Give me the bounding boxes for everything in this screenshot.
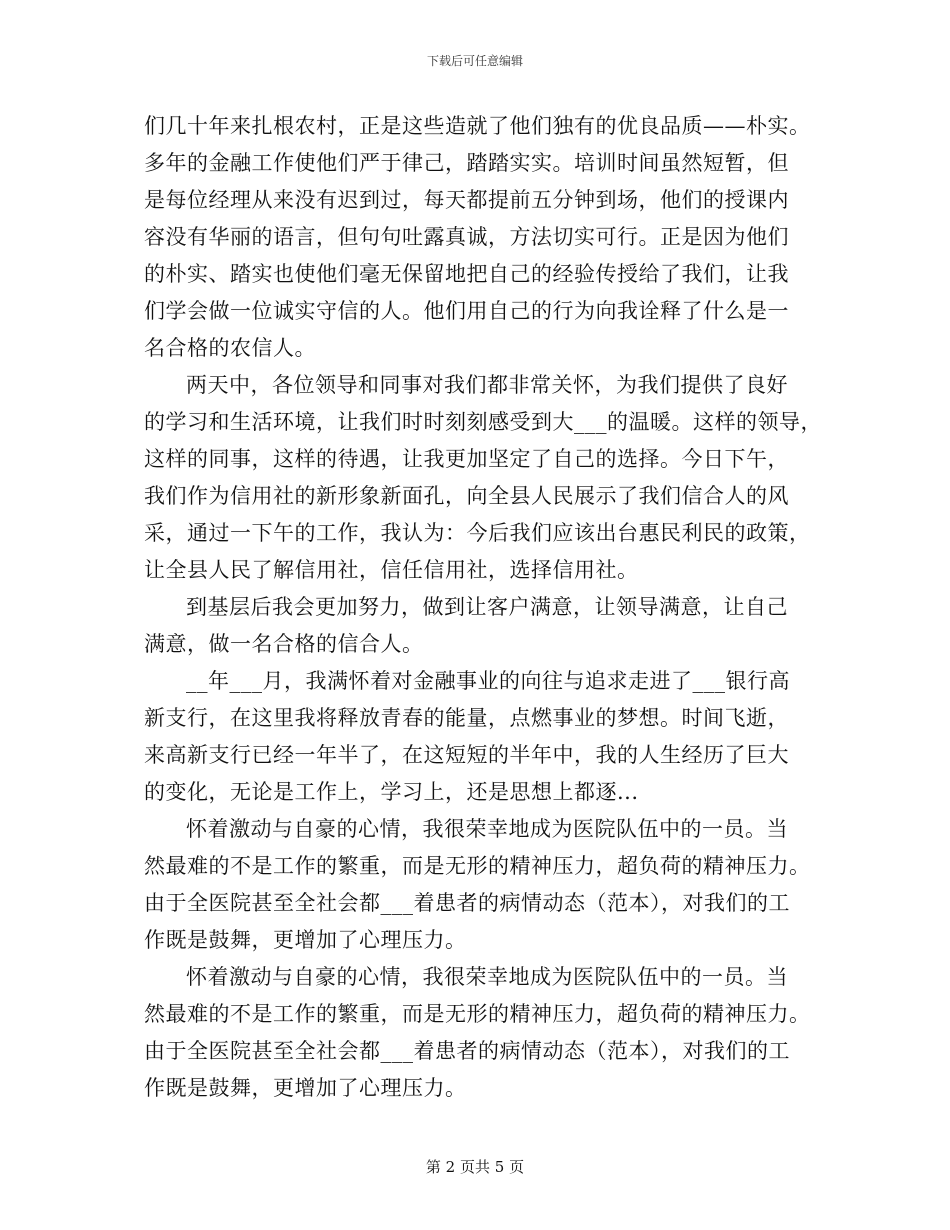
paragraph-line: 是每位经理从来没有迟到过，每天都提前五分钟到场，他们的授课内 <box>144 188 789 212</box>
paragraph-line: 然最难的不是工作的繁重，而是无形的精神压力，超负荷的精神压力。 <box>144 854 811 878</box>
paragraph-line: 的朴实、踏实也使他们毫无保留地把自己的经验传授给了我们，让我 <box>144 262 789 286</box>
page-header-note: 下载后可任意编辑 <box>426 54 523 68</box>
paragraph-line: 然最难的不是工作的繁重，而是无形的精神压力，超负荷的精神压力。 <box>144 1002 811 1026</box>
paragraph-line: 新支行，在这里我将释放青春的能量，点燃事业的梦想。时间飞逝， <box>144 706 789 730</box>
paragraph-line: 作既是鼓舞，更增加了心理压力。 <box>144 928 467 952</box>
paragraph-line: 的变化，无论是工作上，学习上，还是思想上都逐... <box>144 780 639 804</box>
paragraph-line: 作既是鼓舞，更增加了心理压力。 <box>144 1076 467 1100</box>
paragraph-line: 们学会做一位诚实守信的人。他们用自己的行为向我诠释了什么是一 <box>144 299 789 323</box>
paragraph-first-line: 到基层后我会更加努力，做到让客户满意，让领导满意，让自己 <box>186 595 788 619</box>
paragraph-first-line: 两天中，各位领导和同事对我们都非常关怀，为我们提供了良好 <box>186 373 788 397</box>
paragraph-line: 满意，做一名合格的信合人。 <box>144 632 424 656</box>
paragraph-first-line: 怀着激动与自豪的心情，我很荣幸地成为医院队伍中的一员。当 <box>186 817 788 841</box>
paragraph-line: 让全县人民了解信用社，信任信用社，选择信用社。 <box>144 558 639 582</box>
paragraph-line: 由于全医院甚至全社会都___着患者的病情动态（范本），对我们的工 <box>144 1039 790 1063</box>
paragraph-line: 来高新支行已经一年半了，在这短短的半年中，我的人生经历了巨大 <box>144 743 789 767</box>
paragraph-line: 这样的同事，这样的待遇，让我更加坚定了自己的选择。今日下午， <box>144 447 789 471</box>
paragraph-line: 名合格的农信人。 <box>144 336 316 360</box>
paragraph-line: 采，通过一下午的工作，我认为：今后我们应该出台惠民利民的政策， <box>144 521 811 545</box>
document-body <box>144 108 834 1107</box>
paragraph-line: 由于全医院甚至全社会都___着患者的病情动态（范本），对我们的工 <box>144 891 790 915</box>
paragraph-first-line: __年___月，我满怀着对金融事业的向往与追求走进了___银行高 <box>186 669 790 693</box>
paragraph-line: 容没有华丽的语言，但句句吐露真诚，方法切实可行。正是因为他们 <box>144 225 789 249</box>
paragraph-line: 的学习和生活环境，让我们时时刻刻感受到大___的温暖。这样的领导， <box>144 410 822 434</box>
paragraph-line: 们几十年来扎根农村，正是这些造就了他们独有的优良品质——朴实。 <box>144 114 811 138</box>
paragraph-line: 多年的金融工作使他们严于律己，踏踏实实。培训时间虽然短暂，但 <box>144 151 789 175</box>
page-number: 第 2 页共 5 页 <box>425 1158 525 1176</box>
paragraph-line: 我们作为信用社的新形象新面孔，向全县人民展示了我们信合人的风 <box>144 484 789 508</box>
paragraph-first-line: 怀着激动与自豪的心情，我很荣幸地成为医院队伍中的一员。当 <box>186 965 788 989</box>
